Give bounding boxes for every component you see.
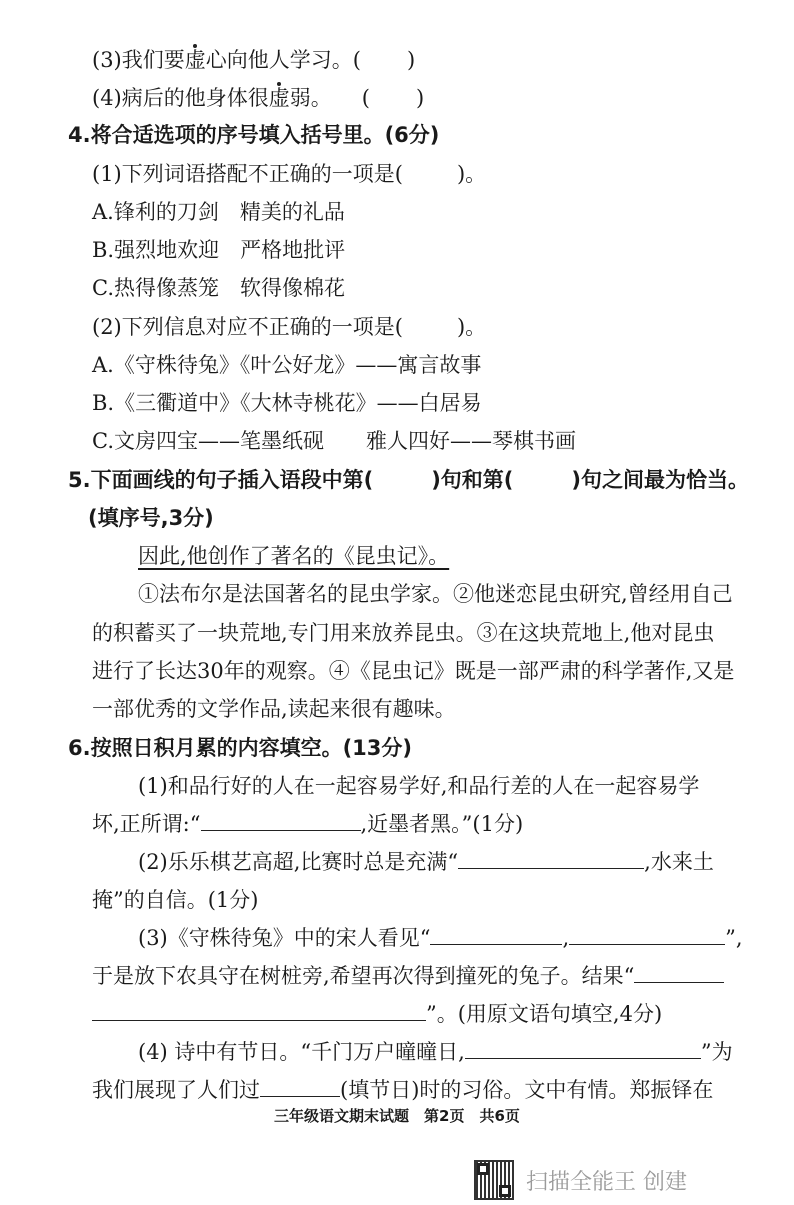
text: (	[361, 86, 370, 110]
text: 坏,正所谓:“	[92, 812, 201, 836]
text: 我们展现了人们过	[92, 1078, 260, 1102]
q4-option-b: B.强烈地欢迎 严格地批评	[92, 238, 346, 262]
text: (3)《守株待兔》中的宋人看见“	[138, 926, 431, 950]
text: (3)我们要	[92, 48, 185, 72]
q4-option-a: A.锋利的刀剑 精美的礼品	[92, 200, 345, 224]
fill-blank[interactable]	[260, 1076, 340, 1097]
q4-sub2	[92, 313, 486, 341]
text: ”。(用原文语句填空,4分)	[426, 1002, 663, 1026]
q6-s3-line2	[92, 962, 724, 990]
text: )。	[456, 315, 487, 339]
text: 于是放下农具守在树桩旁,希望再次得到撞死的兔子。结果“	[92, 964, 635, 988]
qr-code-icon	[474, 1160, 514, 1200]
fill-blank[interactable]	[569, 924, 725, 945]
text: )	[415, 86, 425, 110]
q6-title: 6.按照日积月累的内容填空。(13分)	[68, 736, 413, 760]
text: (1)下列词语搭配不正确的一项是(	[92, 162, 403, 186]
text: (填节日)时的习俗。文中有情。郑振铎在	[340, 1078, 714, 1102]
q3-item4	[92, 84, 424, 112]
text: (2)乐乐棋艺高超,比赛时总是充满“	[138, 850, 459, 874]
text: ”为	[700, 1040, 733, 1064]
q4-sub1	[92, 160, 486, 188]
text: 5.下面画线的句子插入语段中第(	[68, 468, 374, 492]
text: (4) 诗中有节日。“千门万户曈曈日,	[138, 1040, 465, 1064]
q5-underlined-sentence: 因此,他创作了著名的《昆虫记》。	[138, 544, 450, 568]
text: 弱。	[289, 86, 332, 110]
q6-s3-line1	[138, 924, 743, 952]
q4-option2-c: C.文房四宝——笔墨纸砚 雅人四好——琴棋书画	[92, 429, 576, 453]
q5-passage-line: 的积蓄买了一块荒地,专门用来放养昆虫。③在这块荒地上,他对昆虫	[92, 621, 715, 645]
text: )句和第(	[431, 468, 514, 492]
q3-item3	[92, 46, 415, 74]
fill-blank[interactable]	[92, 1000, 426, 1021]
watermark-text: 扫描全能王 创建	[526, 1169, 687, 1195]
fill-blank[interactable]	[634, 962, 724, 983]
q5-note: (填序号,3分)	[88, 506, 214, 530]
q6-s2-line1	[138, 848, 714, 876]
text: (4)病后的他身体很	[92, 86, 269, 110]
q6-s4-line2	[92, 1076, 713, 1104]
q4-option2-a: A.《守株待兔》《叶公好龙》——寓言故事	[92, 353, 482, 377]
fill-blank[interactable]	[465, 1038, 701, 1059]
q6-s4-line1	[138, 1038, 733, 1066]
fill-blank[interactable]	[201, 810, 361, 831]
emphasis-char: 虚	[184, 48, 206, 72]
text: ,	[562, 926, 570, 950]
fill-blank[interactable]	[458, 848, 644, 869]
q4-title: 4.将合适选项的序号填入括号里。(6分)	[68, 123, 440, 147]
text: )。	[456, 162, 487, 186]
fill-blank[interactable]	[430, 924, 562, 945]
text: ,水来土	[644, 850, 714, 874]
q6-s2-line2: 掩”的自信。(1分)	[92, 888, 259, 912]
text: )	[406, 48, 416, 72]
emphasis-char: 虚	[268, 86, 290, 110]
q6-s1-line1: (1)和品行好的人在一起容易学好,和品行差的人在一起容易学	[138, 774, 700, 798]
q5-passage-line: 进行了长达30年的观察。④《昆虫记》既是一部严肃的科学著作,又是	[92, 659, 735, 683]
text: (2)下列信息对应不正确的一项是(	[92, 315, 403, 339]
text: ,近墨者黑。”(1分)	[360, 812, 524, 836]
page-footer: 三年级语文期末试题 第2页 共6页	[274, 1107, 520, 1125]
q5-title	[68, 466, 749, 494]
scanner-watermark	[474, 1160, 687, 1200]
q6-s1-line2	[92, 810, 523, 838]
q4-option-c: C.热得像蒸笼 软得像棉花	[92, 276, 345, 300]
q5-passage-line: ①法布尔是法国著名的昆虫学家。②他迷恋昆虫研究,曾经用自己	[138, 582, 733, 606]
text: 心向他人学习。(	[205, 48, 361, 72]
text: )句之间最为恰当。	[571, 468, 749, 492]
text: ”,	[725, 926, 743, 950]
q6-s3-line3	[92, 1000, 662, 1028]
q5-passage-line: 一部优秀的文学作品,读起来很有趣味。	[92, 697, 456, 721]
q4-option2-b: B.《三衢道中》《大林寺桃花》——白居易	[92, 391, 482, 415]
